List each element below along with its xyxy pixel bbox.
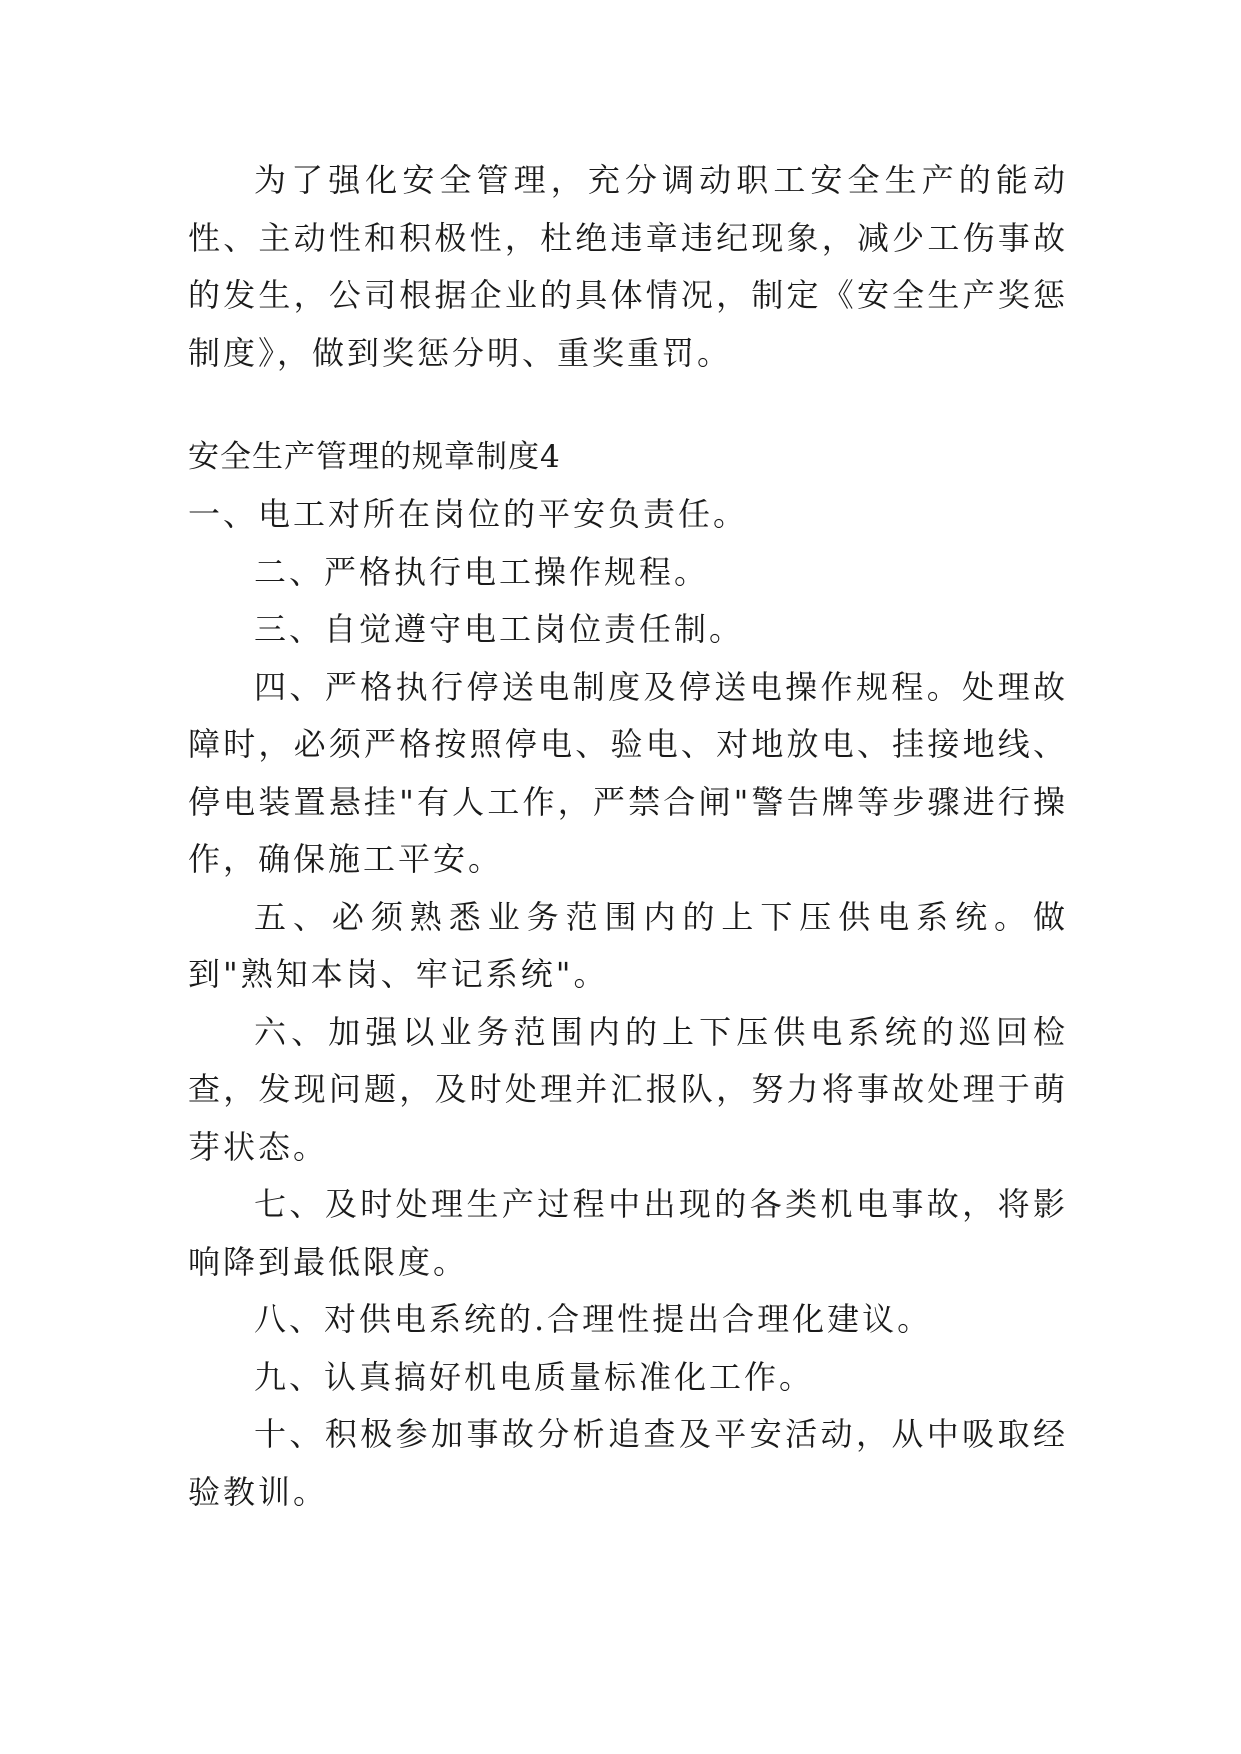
document-body (188, 152, 1068, 1521)
list-item: 四、严格执行停送电制度及停送电操作规程。处理故障时，必须严格按照停电、验电、对地放电、挂接地线、停电装置悬挂"有人工作，严禁合闸"警告牌等步骤进行操作，确保施工平安。 (188, 667, 1068, 878)
list-item: 三、自觉遵守电工岗位责任制。 (254, 610, 745, 648)
list-item: 八、对供电系统的.合理性提出合理化建议。 (254, 1300, 933, 1338)
list-item: 五、必须熟悉业务范围内的上下压供电系统。做到"熟知本岗、牢记系统"。 (188, 897, 1068, 993)
list-item: 六、加强以业务范围内的上下压供电系统的巡回检查，发现问题，及时处理并汇报队，努力将事故处理于萌芽状态。 (188, 1012, 1068, 1166)
list-item: 一、电工对所在岗位的平安负责任。 (188, 495, 749, 533)
list-item: 七、及时处理生产过程中出现的各类机电事故，将影响降到最低限度。 (188, 1185, 1068, 1281)
list-item: 二、严格执行电工操作规程。 (254, 552, 710, 591)
list-item: 九、认真搞好机电质量标准化工作。 (254, 1357, 815, 1396)
section-title: 安全生产管理的规章制度4 (188, 439, 561, 475)
intro-paragraph: 为了强化安全管理，充分调动职工安全生产的能动性、主动性和积极性，杜绝违章违纪现象，减少工伤事故的发生，公司根据企业的具体情况，制定《安全生产奖惩制度》，做到奖惩分明、重奖重罚。 (188, 161, 1068, 372)
list-item: 十、积极参加事故分析追查及平安活动，从中吸取经验教训。 (188, 1415, 1068, 1511)
